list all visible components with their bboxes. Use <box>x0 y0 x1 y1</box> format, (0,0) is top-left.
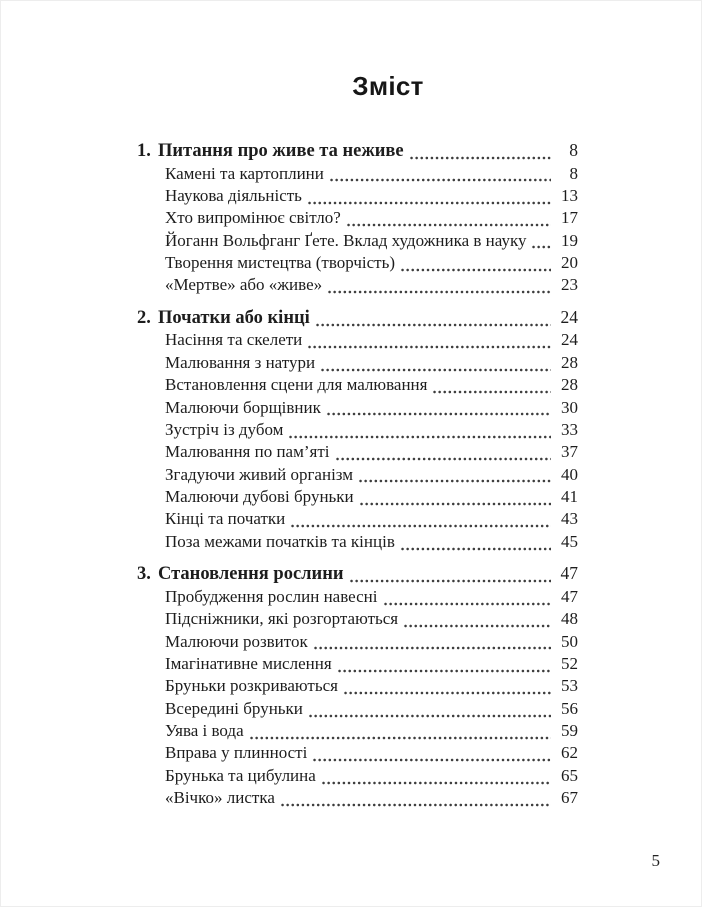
entry-page-number: 50 <box>561 631 578 651</box>
chapter-number: 2. <box>137 307 151 328</box>
dot-leader <box>329 174 551 182</box>
dot-leader <box>383 598 552 606</box>
entry-title: Малюючи розвиток <box>165 631 308 651</box>
entry-title: Наукова діяльність <box>165 185 302 205</box>
toc-entry-row <box>137 330 578 352</box>
entry-page-number: 59 <box>561 721 578 741</box>
dot-leader <box>358 475 551 483</box>
dot-leader <box>409 152 551 160</box>
dot-leader <box>313 642 551 650</box>
toc-entry-row <box>137 676 578 698</box>
dot-leader <box>346 219 551 227</box>
entry-title: Підсніжники, які розгортаються <box>165 609 399 629</box>
toc-entry-row <box>137 632 578 654</box>
toc-entry-row <box>137 398 578 420</box>
dot-leader <box>343 687 551 695</box>
dot-leader <box>290 520 551 528</box>
entry-page-number: 56 <box>561 698 578 718</box>
dot-leader <box>432 386 551 394</box>
entry-title: Малюючи дубові бруньки <box>165 487 354 507</box>
toc-entry-row <box>137 231 578 253</box>
chapter-title: Питання про живе та неживе <box>158 141 404 161</box>
entry-page-number: 65 <box>561 765 578 785</box>
entry-title: Хто випромінює світло? <box>165 208 341 228</box>
entry-page-number: 8 <box>569 163 578 183</box>
toc-section <box>137 563 578 810</box>
entry-title: Насіння та скелети <box>165 330 303 350</box>
dot-leader <box>337 665 551 673</box>
toc-entry-row <box>137 353 578 375</box>
toc-entry-row <box>137 587 578 609</box>
entry-page-number: 23 <box>561 275 578 295</box>
entry-title: Йоганн Вольфганг Ґете. Вклад художника в науку <box>165 230 527 250</box>
chapter-number: 3. <box>137 564 151 585</box>
entry-page-number: 43 <box>561 509 578 529</box>
toc-entry-row <box>137 609 578 631</box>
dot-leader <box>400 543 551 551</box>
entry-title: Творення мистецтва (творчість) <box>165 253 395 273</box>
entry-title: Згадуючи живий організм <box>165 464 354 484</box>
toc-chapter-row <box>137 140 578 164</box>
dot-leader <box>349 575 551 583</box>
dot-leader <box>280 799 551 807</box>
entry-title: Камені та картоплини <box>165 163 324 183</box>
entry-page-number: 28 <box>561 375 578 395</box>
entry-page-number: 62 <box>561 743 578 763</box>
dot-leader <box>307 197 551 205</box>
dot-leader <box>307 341 551 349</box>
entry-page-number: 33 <box>561 419 578 439</box>
toc-entry-row <box>137 721 578 743</box>
entry-title: Уява і вода <box>165 721 244 741</box>
dot-leader <box>403 620 551 628</box>
toc-entry-row <box>137 465 578 487</box>
entry-page-number: 48 <box>561 609 578 629</box>
toc-entry-row <box>137 788 578 810</box>
toc-entry-row <box>137 509 578 531</box>
entry-title: Кінці та початки <box>165 509 286 529</box>
dot-leader <box>335 453 552 461</box>
entry-page-number: 67 <box>561 788 578 808</box>
entry-page-number: 52 <box>561 653 578 673</box>
chapter-page-number: 47 <box>560 563 578 584</box>
entry-page-number: 24 <box>561 330 578 350</box>
entry-page-number: 53 <box>561 676 578 696</box>
toc-entry-row <box>137 208 578 230</box>
entry-page-number: 19 <box>561 230 578 250</box>
folio-page-number: 5 <box>651 851 660 870</box>
entry-title: Малюючи борщівник <box>165 397 321 417</box>
entry-page-number: 20 <box>561 253 578 273</box>
entry-title: Вправа у плинності <box>165 743 308 763</box>
toc-entry-row <box>137 442 578 464</box>
dot-leader <box>249 732 551 740</box>
dot-leader <box>359 498 551 506</box>
toc <box>137 140 578 811</box>
dot-leader <box>400 264 551 272</box>
toc-entry-row <box>137 420 578 442</box>
toc-entry-row <box>137 699 578 721</box>
toc-entry-row <box>137 375 578 397</box>
entry-title: Малювання з натури <box>165 352 316 372</box>
entry-page-number: 13 <box>561 185 578 205</box>
chapter-page-number: 24 <box>560 306 578 327</box>
dot-leader <box>320 364 551 372</box>
entry-title: «Вічко» листка <box>165 788 275 808</box>
toc-chapter-row <box>137 307 578 331</box>
toc-section <box>137 140 578 298</box>
dot-leader <box>321 777 551 785</box>
entry-title: Імагінативне мислення <box>165 653 332 673</box>
chapter-title: Початки або кінці <box>158 307 310 328</box>
entry-title: Пробудження рослин навесні <box>165 586 378 606</box>
toc-entry-row <box>137 743 578 765</box>
dot-leader <box>326 408 551 416</box>
entry-title: Брунька та цибулина <box>165 765 316 785</box>
page-title: Зміст <box>352 71 424 101</box>
entry-page-number: 28 <box>561 352 578 372</box>
entry-title: «Мертве» або «живе» <box>165 275 323 295</box>
toc-section <box>137 307 578 554</box>
entry-title: Встановлення сцени для малювання <box>165 375 428 395</box>
dot-leader <box>531 241 551 249</box>
toc-entry-row <box>137 164 578 186</box>
entry-page-number: 30 <box>561 397 578 417</box>
entry-title: Зустріч із дубом <box>165 419 284 439</box>
dot-leader <box>315 319 551 327</box>
dot-leader <box>308 710 551 718</box>
toc-entry-row <box>137 186 578 208</box>
toc-entry-row <box>137 532 578 554</box>
toc-entry-row <box>137 654 578 676</box>
entry-title: Малювання по пам’яті <box>165 442 330 462</box>
dot-leader <box>327 286 551 294</box>
entry-page-number: 40 <box>561 464 578 484</box>
toc-entry-row <box>137 487 578 509</box>
entry-page-number: 17 <box>561 208 578 228</box>
entry-page-number: 47 <box>561 586 578 606</box>
chapter-title: Становлення рослини <box>158 564 344 585</box>
toc-entry-row <box>137 766 578 788</box>
dot-leader <box>312 754 551 762</box>
toc-entry-row <box>137 275 578 297</box>
toc-chapter-row <box>137 563 578 587</box>
toc-entry-row <box>137 253 578 275</box>
entry-page-number: 45 <box>561 531 578 551</box>
dot-leader <box>288 431 551 439</box>
entry-page-number: 37 <box>561 442 578 462</box>
entry-title: Всередині бруньки <box>165 698 303 718</box>
chapter-page-number: 8 <box>569 140 578 160</box>
chapter-number: 1. <box>137 141 151 161</box>
entry-title: Поза межами початків та кінців <box>165 531 395 551</box>
entry-page-number: 41 <box>561 487 578 507</box>
entry-title: Бруньки розкриваються <box>165 676 338 696</box>
